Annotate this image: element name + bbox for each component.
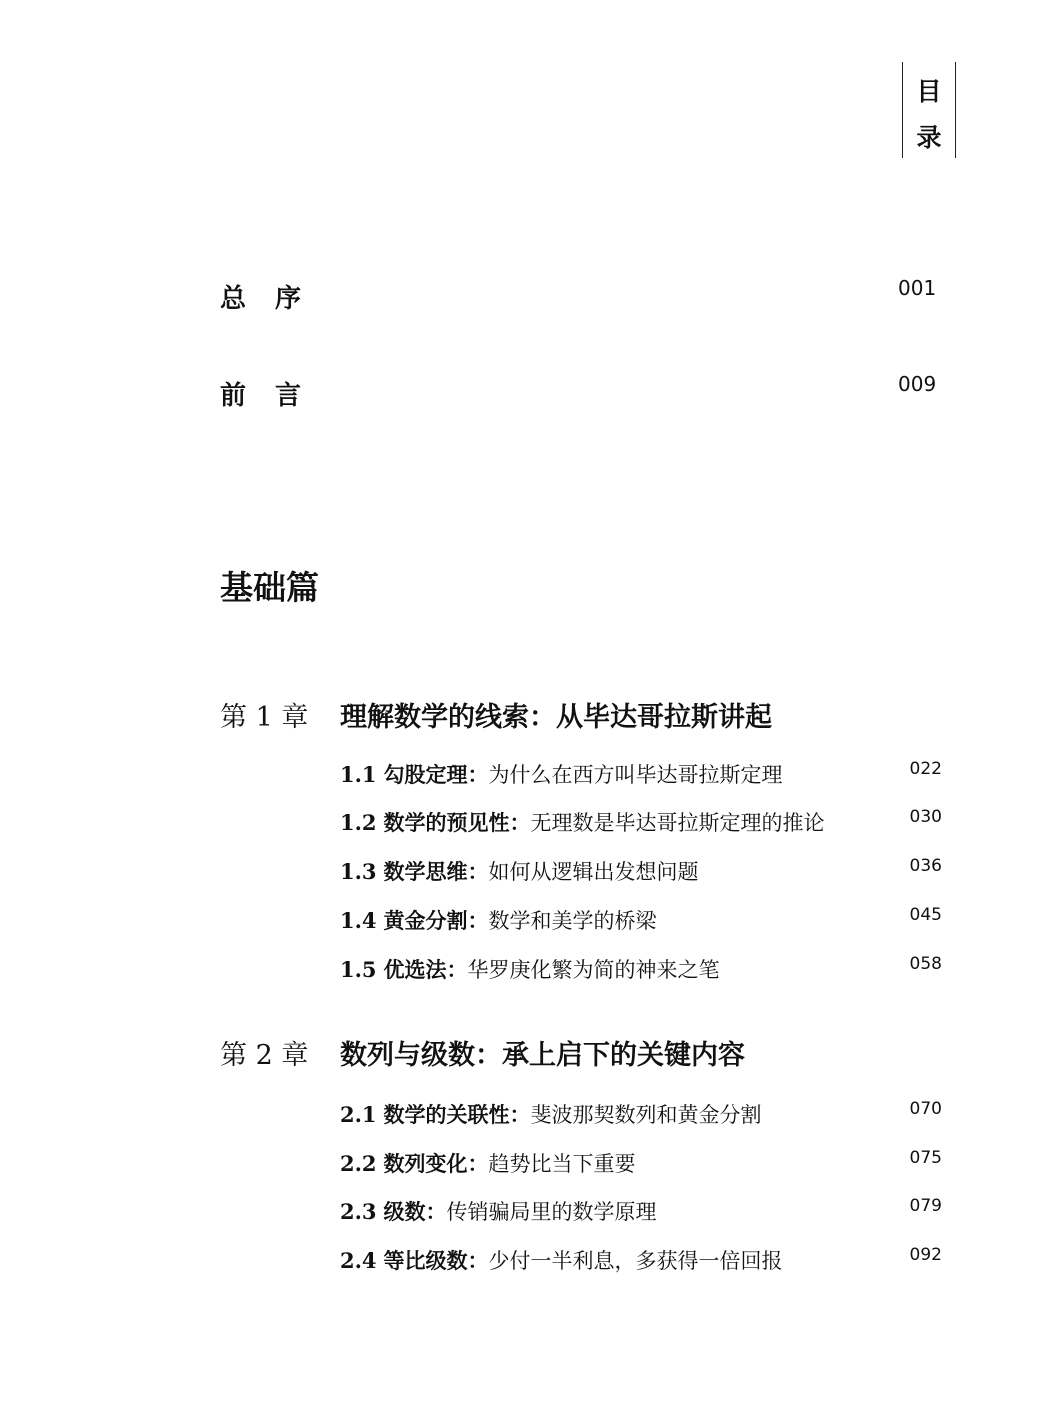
toc-entry[interactable] (340, 905, 942, 935)
section-page-number: 092 (909, 1245, 942, 1265)
section-description: 少付一半利息，多获得一倍回报 (488, 1249, 783, 1273)
section-number: 2.1 (340, 1102, 377, 1127)
chapter-number: 第 1 章 (220, 702, 309, 733)
section-number: 1.4 (340, 908, 377, 933)
section-page-number: 079 (909, 1196, 942, 1216)
section-description: 趋势比当下重要 (488, 1152, 636, 1176)
toc-entry[interactable] (340, 1099, 942, 1129)
section-heading: 优选法： (383, 958, 468, 982)
front-matter-preface-page: 001 (898, 276, 937, 300)
section-description: 华罗庚化繁为简的神来之笔 (467, 958, 720, 982)
section-heading: 级数： (383, 1200, 447, 1224)
section-description: 如何从逻辑出发想问题 (488, 860, 699, 884)
section-number: 1.5 (340, 957, 377, 982)
section-heading: 勾股定理： (383, 763, 489, 787)
toc-entry[interactable] (340, 807, 942, 837)
section-heading: 等比级数： (383, 1249, 489, 1273)
section-number: 1.3 (340, 859, 377, 884)
section-heading: 数学思维： (383, 860, 489, 884)
section-page-number: 045 (909, 905, 942, 925)
chapter-heading[interactable] (220, 695, 772, 734)
section-heading: 数学的关联性： (383, 1103, 531, 1127)
chapter-number: 第 2 章 (220, 1040, 309, 1071)
section-heading: 数学的预见性： (383, 811, 531, 835)
section-page-number: 030 (909, 807, 942, 827)
section-description: 斐波那契数列和黄金分割 (530, 1103, 762, 1127)
section-page-number: 036 (909, 856, 942, 876)
front-matter-foreword-title[interactable]: 前言 (220, 381, 331, 411)
toc-side-tab (902, 62, 956, 158)
section-page-number: 058 (909, 954, 942, 974)
part-title: 基础篇 (220, 568, 319, 607)
toc-entry[interactable] (340, 1196, 942, 1226)
toc-entry[interactable] (340, 1148, 942, 1178)
chapter-title: 理解数学的线索：从毕达哥拉斯讲起 (340, 702, 772, 733)
section-description: 无理数是毕达哥拉斯定理的推论 (530, 811, 825, 835)
front-matter-preface-title[interactable]: 总序 (220, 284, 331, 314)
toc-entry[interactable] (340, 856, 942, 886)
section-description: 为什么在西方叫毕达哥拉斯定理 (488, 763, 783, 787)
chapter-title: 数列与级数：承上启下的关键内容 (340, 1040, 745, 1071)
toc-tab-char-2: 录 (916, 123, 942, 152)
section-page-number: 070 (909, 1099, 942, 1119)
toc-tab-char-1: 目 (916, 77, 942, 106)
section-number: 2.4 (340, 1248, 377, 1273)
section-number: 1.1 (340, 762, 377, 787)
section-page-number: 022 (909, 759, 942, 779)
toc-entry[interactable] (340, 759, 942, 789)
section-description: 数学和美学的桥梁 (488, 909, 657, 933)
section-heading: 黄金分割： (383, 909, 489, 933)
section-number: 2.3 (340, 1199, 377, 1224)
chapter-heading[interactable] (220, 1033, 745, 1072)
toc-entry[interactable] (340, 954, 942, 984)
section-number: 1.2 (340, 810, 377, 835)
section-number: 2.2 (340, 1151, 377, 1176)
section-page-number: 075 (909, 1148, 942, 1168)
section-heading: 数列变化： (383, 1152, 489, 1176)
front-matter-foreword-page: 009 (898, 372, 937, 396)
toc-entry[interactable] (340, 1245, 942, 1275)
section-description: 传销骗局里的数学原理 (446, 1200, 657, 1224)
